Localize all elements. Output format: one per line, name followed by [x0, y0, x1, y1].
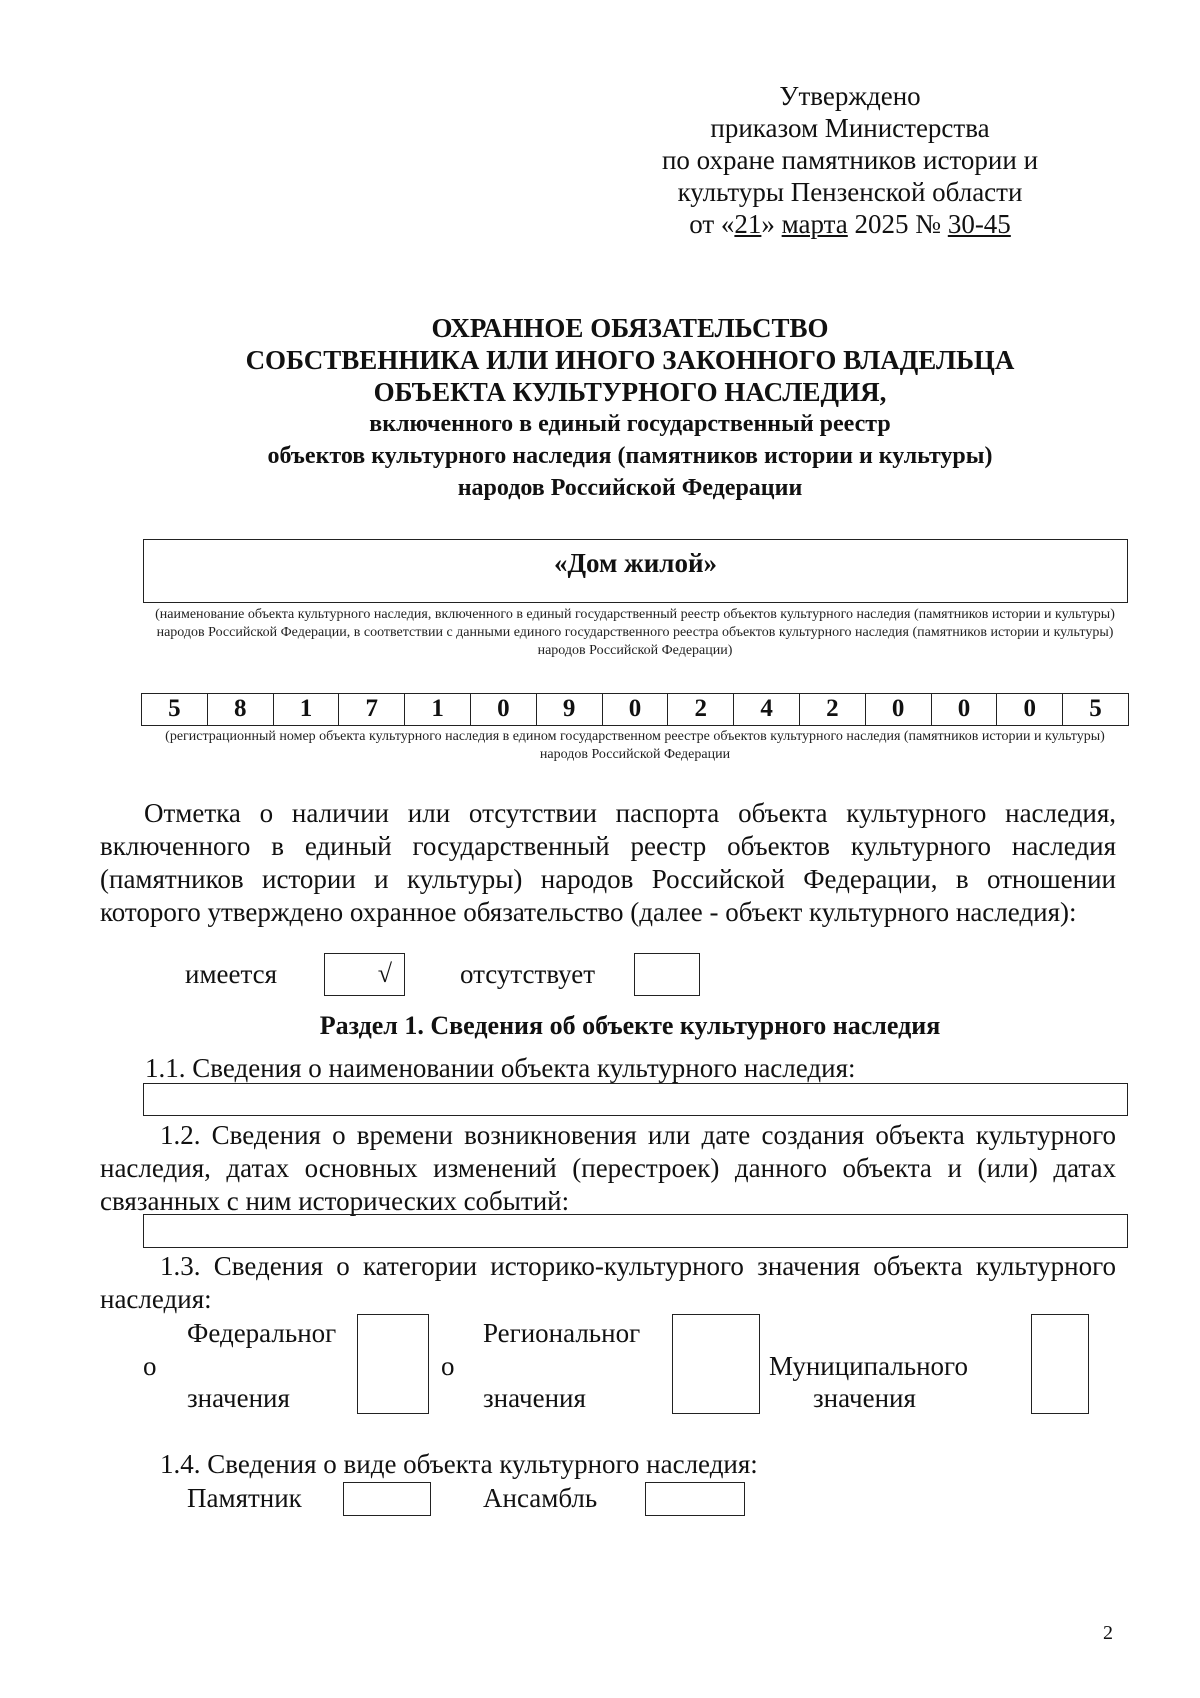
regional-label-b: о — [441, 1351, 455, 1381]
reg-digit: 5 — [1089, 695, 1102, 722]
reg-digit: 8 — [208, 694, 274, 725]
reg-digit: 5 — [142, 694, 208, 725]
check-icon: √ — [377, 959, 392, 988]
reg-digit: 1 — [405, 694, 471, 725]
title-line-1: ОХРАННОЕ ОБЯЗАТЕЛЬСТВО — [431, 313, 829, 343]
title-line-5: объектов культурного наследия (памятников истории и культуры) — [267, 443, 993, 469]
regional-label-a: Региональног — [483, 1318, 641, 1348]
regional-label-c: значения — [483, 1383, 586, 1413]
reg-digit: 4 — [734, 694, 800, 725]
document-title — [80, 312, 1180, 504]
approval-line-2: приказом Министерства — [710, 113, 990, 143]
passport-exists-label: имеется — [185, 959, 278, 989]
approval-day: 21 — [734, 209, 762, 239]
item-1-2-label: 1.2. Сведения о времени возникновения или дате создания объекта культурного наследия, датах основных изменений (перестроек) данного объекта и (или) датах связанных с ним исторических событий: — [100, 1120, 1116, 1216]
federal-label-b: о — [143, 1351, 157, 1381]
registration-number — [141, 693, 1129, 726]
object-name-caption: (наименование объекта культурного наследия, включенного в единый государственный реестр объектов культурного наследия (памятников истории и культуры) народов Российской Федерации, в соответствии с данными единого государственного реестра объектов культурного наследия (памятников истории и культуры) народов Российской Федерации) — [155, 607, 1115, 658]
title-line-3: ОБЪЕКТА КУЛЬТУРНОГО НАСЛЕДИЯ, — [373, 377, 887, 407]
approval-number: 30-45 — [947, 209, 1011, 239]
title-line-2: СОБСТВЕННИКА ИЛИ ИНОГО ЗАКОННОГО ВЛАДЕЛЬЦА — [245, 345, 1015, 375]
municipal-checkbox[interactable] — [1031, 1314, 1089, 1414]
item-1-4-label: 1.4. Сведения о виде объекта культурного наследия: — [160, 1449, 758, 1479]
reg-digit: 0 — [932, 694, 998, 725]
municipal-label-a: Муниципального — [769, 1351, 968, 1381]
approval-line-4: культуры Пензенской области — [677, 177, 1023, 207]
ensemble-checkbox[interactable] — [645, 1482, 745, 1516]
date-mid: » — [761, 209, 782, 239]
reg-digit: 0 — [866, 694, 932, 725]
reg-digit: 1 — [274, 694, 340, 725]
item-1-1-label: 1.1. Сведения о наименовании объекта культурного наследия: — [145, 1053, 856, 1083]
reg-digit: 2 — [800, 694, 866, 725]
approval-line-1: Утверждено — [779, 81, 921, 111]
monument-checkbox[interactable] — [343, 1482, 431, 1516]
reg-digit: 0 — [471, 694, 537, 725]
regional-checkbox[interactable] — [672, 1314, 760, 1414]
reg-digit: 0 — [997, 694, 1063, 725]
federal-label-a: Федеральног — [187, 1318, 337, 1348]
reg-digit: 2 — [668, 694, 734, 725]
approval-month: марта — [781, 209, 848, 239]
title-line-6: народов Российской Федерации — [457, 475, 803, 501]
item-1-2-field[interactable] — [143, 1214, 1128, 1248]
passport-paragraph: Отметка о наличии или отсутствии паспорта объекта культурного наследия, включенного в единый государственный реестр объектов культурного наследия (памятников истории и культуры) народов Российской Федерации, в отношении которого утверждено охранное обязательство (далее - объект культурного наследия): — [100, 798, 1116, 927]
object-name-box — [143, 539, 1128, 603]
monument-label: Памятник — [187, 1483, 302, 1513]
passport-absent-label: отсутствует — [460, 959, 596, 989]
item-1-1-field[interactable] — [143, 1083, 1128, 1116]
approval-line-3: по охране памятников истории и — [661, 145, 1039, 175]
item-1-3-label: 1.3. Сведения о категории историко-культурного значения объекта культурного наследия: — [100, 1251, 1116, 1314]
approval-block — [600, 80, 1100, 240]
page-number: 2 — [1103, 1622, 1113, 1644]
registration-number-caption: (регистрационный номер объекта культурного наследия в едином государственном реестре объектов культурного наследия (памятников истории и культуры) народов Российской Федерации — [165, 729, 1105, 762]
passport-exists-checkbox[interactable] — [324, 953, 405, 996]
year-no: 2025 № — [847, 209, 948, 239]
section-1-heading: Раздел 1. Сведения об объекте культурного наследия — [319, 1011, 941, 1040]
ensemble-label: Ансамбль — [483, 1483, 598, 1513]
municipal-label-b: значения — [813, 1383, 916, 1413]
approval-date-line — [600, 208, 1100, 240]
federal-label-c: значения — [187, 1383, 290, 1413]
reg-digit: 0 — [603, 694, 669, 725]
reg-digit: 9 — [537, 694, 603, 725]
title-line-4: включенного в единый государственный реестр — [369, 411, 891, 437]
object-name: «Дом жилой» — [553, 548, 718, 578]
date-prefix: от « — [689, 209, 735, 239]
passport-absent-checkbox[interactable] — [634, 953, 700, 996]
federal-checkbox[interactable] — [357, 1314, 429, 1414]
reg-digit: 7 — [339, 694, 405, 725]
